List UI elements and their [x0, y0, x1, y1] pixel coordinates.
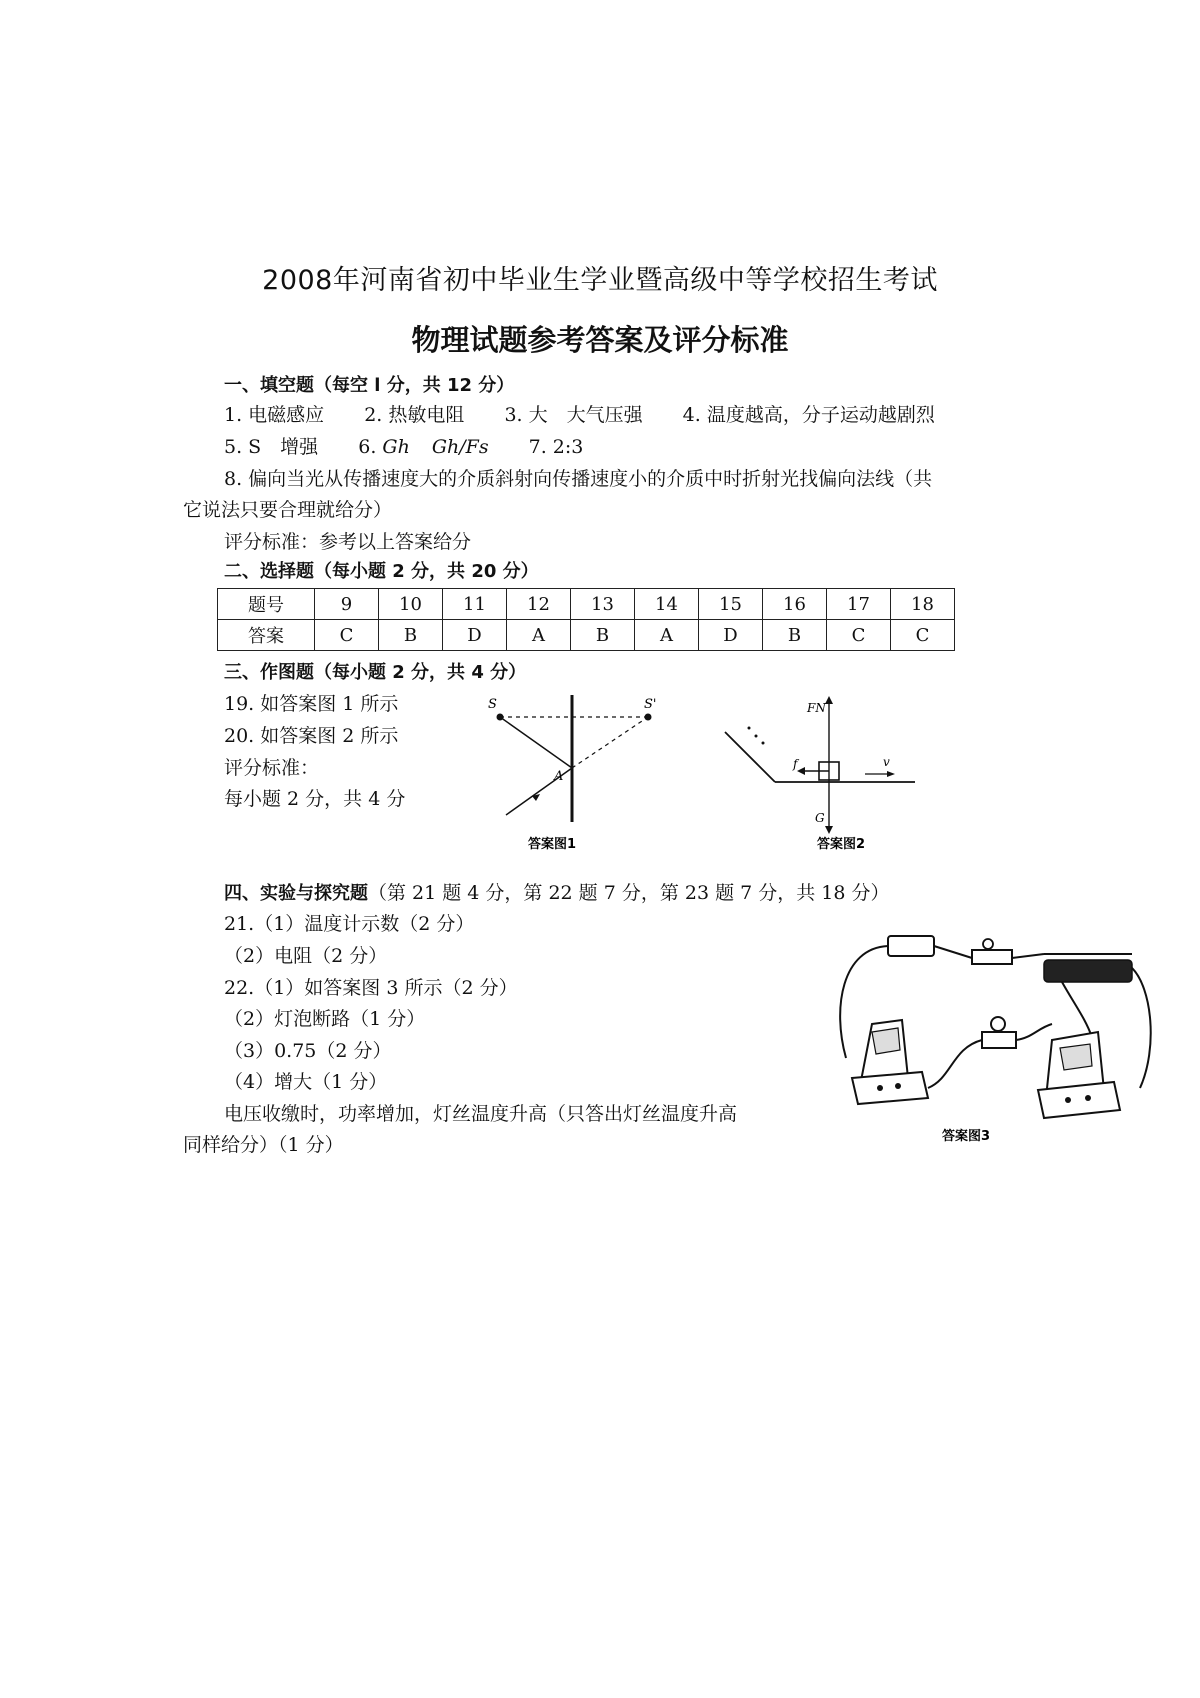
answer-5: 5. S 增强	[224, 436, 319, 458]
answer-20: 20. 如答案图 2 所示	[224, 725, 399, 747]
answer-22-4: （4）增大（1 分）	[224, 1071, 388, 1093]
row-header-number: 题号	[218, 589, 315, 620]
answer-table	[217, 588, 955, 651]
answer-22-5-line1: 电压收缴时，功率增加，灯丝温度升高（只答出灯丝温度升高	[224, 1103, 738, 1125]
rheostat-icon	[1044, 960, 1132, 982]
choice-answer: C	[827, 620, 891, 651]
answer-2: 2. 热敏电阻	[364, 404, 465, 426]
answer-3: 3. 大 大气压强	[504, 404, 643, 426]
answer-7: 7. 2:3	[528, 436, 584, 458]
switch-icon	[972, 950, 1012, 964]
lamp-icon	[982, 1032, 1016, 1048]
wire	[934, 946, 972, 958]
answer-6: 6. Gh Gh/Fs	[358, 436, 489, 458]
label-s: S	[488, 697, 497, 712]
virtual-ray	[572, 717, 648, 768]
label-a: A	[554, 769, 564, 784]
image-point	[645, 714, 652, 721]
question-number: 13	[571, 589, 635, 620]
choice-answer: C	[891, 620, 955, 651]
answer-figure-1	[470, 690, 660, 860]
table-row	[218, 589, 955, 620]
label-s-prime: S'	[644, 697, 657, 712]
question-number: 9	[315, 589, 379, 620]
answer-19: 19. 如答案图 1 所示	[224, 693, 399, 715]
question-number: 18	[891, 589, 955, 620]
answer-22-3: （3）0.75（2 分）	[224, 1040, 392, 1062]
answer-8-line1: 8. 偏向当光从传播速度大的介质斜射向传播速度小的介质中时折射光找偏向法线（共	[224, 468, 933, 490]
answer-21-2: （2）电阻（2 分）	[224, 945, 388, 967]
wire	[1012, 954, 1044, 958]
section1-answers-row1	[224, 402, 935, 428]
row-header-answer: 答案	[218, 620, 315, 651]
question-number: 15	[699, 589, 763, 620]
incident-ray	[500, 717, 572, 768]
question-number: 11	[443, 589, 507, 620]
incline-line	[725, 732, 775, 782]
section3-scoring-label: 评分标准：	[224, 757, 320, 779]
figure-1-caption: 答案图1	[528, 837, 577, 852]
section3-heading: 三、作图题（每小题 2 分，共 4 分）	[224, 662, 527, 683]
label-v: v	[883, 755, 890, 769]
question-number: 17	[827, 589, 891, 620]
answer-22-2: （2）灯泡断路（1 分）	[224, 1008, 426, 1030]
choice-answer: D	[443, 620, 507, 651]
battery-icon	[888, 936, 934, 956]
section1-scoring: 评分标准：参考以上答案给分	[224, 531, 472, 553]
choice-answer: C	[315, 620, 379, 651]
figure-2-caption: 答案图2	[817, 837, 866, 852]
table-row	[218, 620, 955, 651]
section4-heading: 四、实验与探究题（第 21 题 4 分，第 22 题 7 分，第 23 题 7 分，共 18 分）	[224, 882, 890, 904]
source-point	[497, 714, 504, 721]
choice-answer: D	[699, 620, 763, 651]
choice-answer: A	[635, 620, 699, 651]
section3-scoring-text: 每小题 2 分，共 4 分	[224, 788, 406, 810]
answer-22-5-line2: 同样给分）（1 分）	[183, 1134, 344, 1156]
answer-figure-2	[715, 690, 925, 860]
choice-answer: B	[763, 620, 827, 651]
choice-answer: A	[507, 620, 571, 651]
section2-heading: 二、选择题（每小题 2 分，共 20 分）	[224, 561, 539, 582]
answer-8-line2: 它说法只要合理就给分）	[183, 499, 393, 521]
answer-1: 1. 电磁感应	[224, 404, 325, 426]
section1-heading: 一、填空题（每空 l 分，共 12 分）	[224, 375, 515, 396]
figure-3-caption: 答案图3	[942, 1129, 991, 1144]
answer-22-1: 22.（1）如答案图 3 所示（2 分）	[224, 977, 518, 999]
answer-21-1: 21.（1）温度计示数（2 分）	[224, 913, 475, 935]
question-number: 16	[763, 589, 827, 620]
answer-key-title: 物理试题参考答案及评分标准	[411, 323, 789, 357]
question-number: 10	[379, 589, 443, 620]
choice-answer: B	[571, 620, 635, 651]
label-fn: FN	[807, 701, 826, 715]
wire	[928, 1040, 982, 1088]
label-f: f	[793, 757, 798, 771]
answer-4: 4. 温度越高，分子运动越剧烈	[682, 404, 935, 426]
section1-answers-row2	[224, 434, 583, 460]
label-g: G	[815, 811, 825, 825]
exam-title: 2008年河南省初中毕业生学业暨高级中等学校招生考试	[262, 265, 938, 296]
answer-figure-3	[832, 928, 1172, 1148]
question-number: 14	[635, 589, 699, 620]
choice-answer: B	[379, 620, 443, 651]
wire	[1132, 968, 1151, 1088]
wire	[1016, 1024, 1052, 1040]
question-number: 12	[507, 589, 571, 620]
